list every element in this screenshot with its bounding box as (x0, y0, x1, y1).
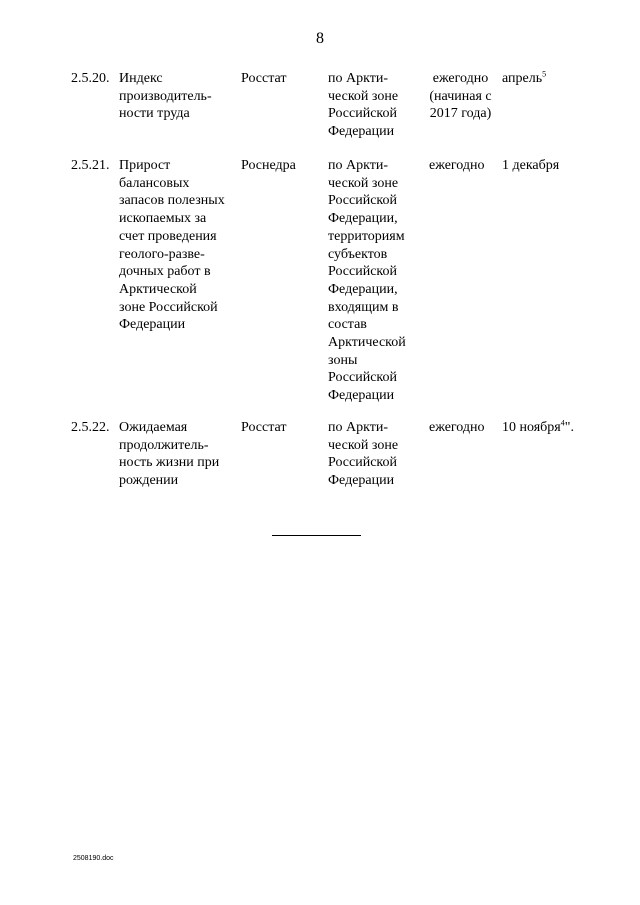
cell-line: Ожидаемая (119, 420, 188, 435)
cell-line: ежегодно (429, 158, 485, 173)
cell-line: Российской (328, 455, 397, 471)
cell-line: Российской (328, 193, 397, 209)
cell-line: Арктической (328, 335, 406, 351)
cell-line: Федерации (328, 473, 395, 489)
cell-line: территориям (328, 228, 405, 244)
cell-line: по Аркти- (328, 71, 388, 86)
indicator-name (119, 70, 212, 123)
cell-line: ческой зоне (328, 437, 399, 453)
deadline-text: апрель (502, 71, 543, 86)
frequency (429, 419, 485, 437)
footnote-ref: 4 (560, 418, 565, 428)
cell-line: Арктической (119, 281, 197, 297)
row-number: 2.5.20. (71, 71, 110, 86)
frequency (423, 70, 498, 123)
footer-filename: 2508190.doc (73, 855, 114, 862)
indicator-name (119, 419, 219, 490)
page-number: 8 (316, 30, 324, 47)
territory (328, 70, 398, 141)
territory (328, 419, 398, 490)
cell-line: по Аркти- (328, 420, 388, 435)
source-agency: Роснедра (241, 158, 296, 173)
cell-line: Прирост (119, 158, 171, 173)
cell-line: ность жизни при (119, 455, 220, 471)
cell-line: 2017 года) (429, 106, 492, 122)
cell-line: продолжитель- (119, 437, 209, 453)
cell-line: производитель- (119, 88, 212, 104)
deadline (502, 419, 574, 437)
cell-line: ежегодно (429, 420, 485, 435)
cell-line: Федерации (119, 317, 186, 333)
cell-line: Федерации (328, 388, 395, 404)
cell-line: зоне Российской (119, 299, 218, 315)
cell-line: входящим в (328, 299, 399, 315)
cell-line: субъектов (328, 246, 388, 262)
cell-line: балансовых (119, 175, 190, 191)
deadline (502, 157, 559, 175)
cell-line: Федерации, (328, 281, 398, 297)
cell-line: Индекс (119, 71, 163, 86)
cell-line: Российской (328, 264, 397, 280)
deadline-tail: ". (564, 420, 574, 435)
cell-line: Федерации (328, 124, 395, 140)
cell-line: Федерации, (328, 211, 398, 227)
cell-line: ческой зоне (328, 88, 399, 104)
cell-line: состав (328, 317, 367, 333)
cell-line: Российской (328, 370, 397, 386)
cell-line: зоны (328, 352, 358, 368)
source-agency: Росстат (241, 71, 287, 86)
cell-line: рождении (119, 473, 179, 489)
frequency (429, 157, 485, 175)
deadline-text: 1 декабря (502, 158, 560, 173)
deadline-text: 10 ноября (502, 420, 561, 435)
cell-line: ности труда (119, 106, 190, 122)
cell-line: (начиная с (429, 88, 492, 104)
territory (328, 157, 406, 405)
cell-line: запасов полезных (119, 193, 225, 209)
row-number: 2.5.22. (71, 420, 110, 435)
row-number: 2.5.21. (71, 158, 110, 173)
cell-line: по Аркти- (328, 158, 388, 173)
cell-line: Российской (328, 106, 397, 122)
cell-line: счет проведения (119, 228, 217, 244)
cell-line: ежегодно (432, 71, 489, 86)
cell-line: ископаемых за (119, 211, 207, 227)
cell-line: ческой зоне (328, 175, 399, 191)
indicator-name (119, 157, 225, 334)
cell-line: дочных работ в (119, 264, 211, 280)
cell-line: геолого-разве- (119, 246, 205, 262)
footnote-ref: 5 (542, 69, 547, 79)
source-agency: Росстат (241, 420, 287, 435)
deadline (502, 70, 546, 88)
end-divider-line (272, 535, 361, 536)
